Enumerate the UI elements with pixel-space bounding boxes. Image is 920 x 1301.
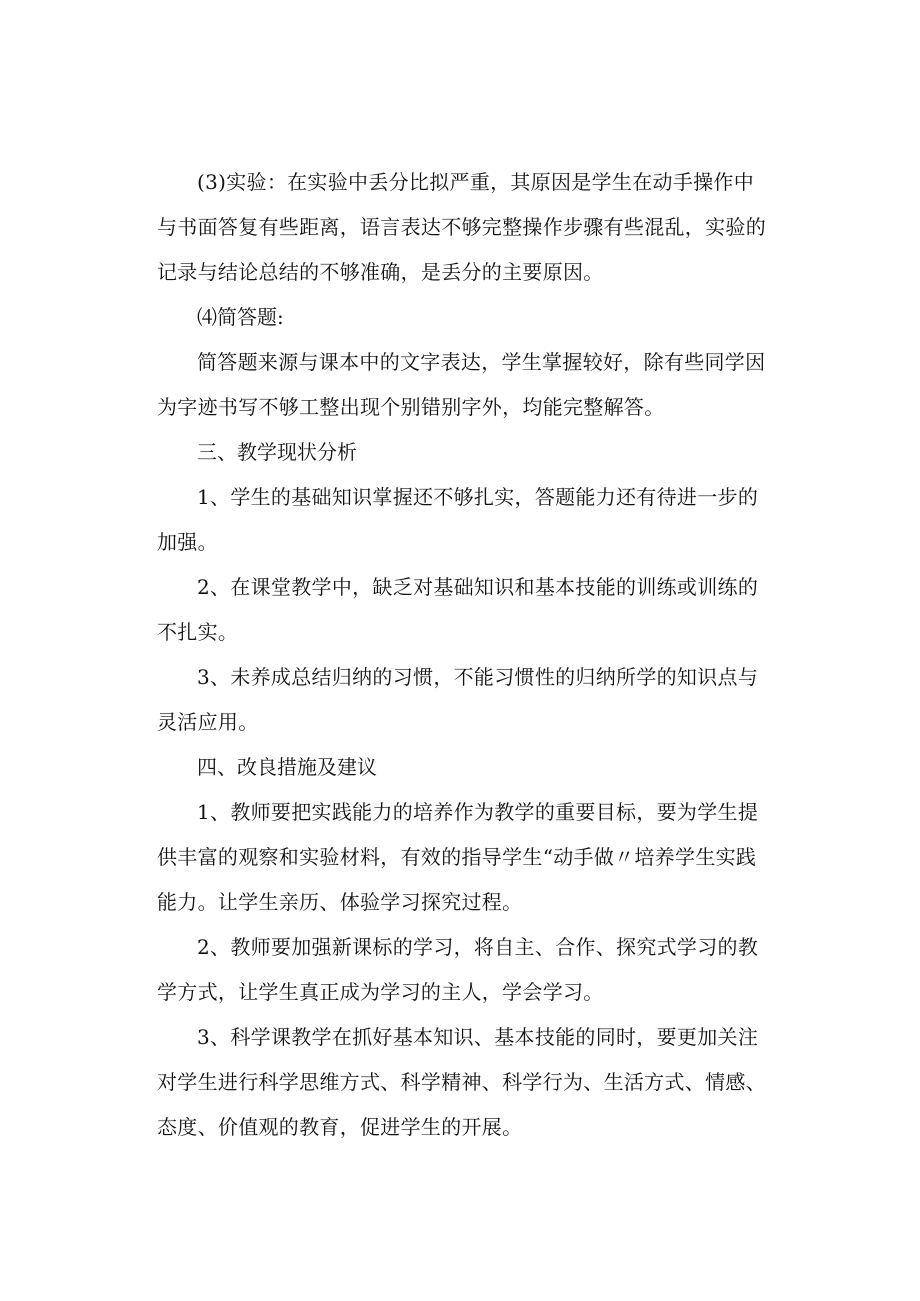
paragraph-analysis-2: 2、在课堂教学中，缺乏对基础知识和基本技能的训练或训练的不扎实。 — [157, 575, 759, 644]
paragraph-experiment: (3)实验：在实验中丢分比拟严重，其原因是学生在动手操作中与书面答复有些距离，语言表达不够完整操作步骤有些混乱，实验的记录与结论总结的不够准确，是丢分的主要原因。 — [157, 170, 766, 284]
paragraph-measure-2: 2、教师要加强新课标的学习，将自主、合作、探究式学习的教学方式，让学生真正成为学习的主人，学会学习。 — [157, 935, 759, 1004]
paragraph-short-answer: 简答题来源与课本中的文字表达，学生掌握较好，除有些同学因为字迹书写不够工整出现个别错别字外，均能完整解答。 — [157, 350, 766, 419]
paragraph-analysis-3: 3、未养成总结归纳的习惯，不能习惯性的归纳所学的知识点与灵活应用。 — [157, 665, 759, 734]
paragraph-measure-1: 1、教师要把实践能力的培养作为教学的重要目标，要为学生提供丰富的观察和实验材料，有效的指导学生“动手做〃培养学生实践能力。让学生亲历、体验学习探究过程。 — [157, 800, 759, 914]
paragraph-analysis-1: 1、学生的基础知识掌握还不够扎实，答题能力还有待进一步的加强。 — [157, 485, 759, 554]
paragraph-measure-3: 3、科学课教学在抓好基本知识、基本技能的同时，要更加关注对学生进行科学思维方式、科学精神、科学行为、生活方式、情感、态度、价值观的教育，促进学生的开展。 — [157, 1025, 766, 1139]
short-answer-heading: ⑷简答题: — [197, 305, 284, 329]
section-4-heading: 四、改良措施及建议 — [197, 755, 377, 779]
document-body — [157, 160, 769, 1150]
section-3-heading: 三、教学现状分析 — [197, 440, 357, 464]
